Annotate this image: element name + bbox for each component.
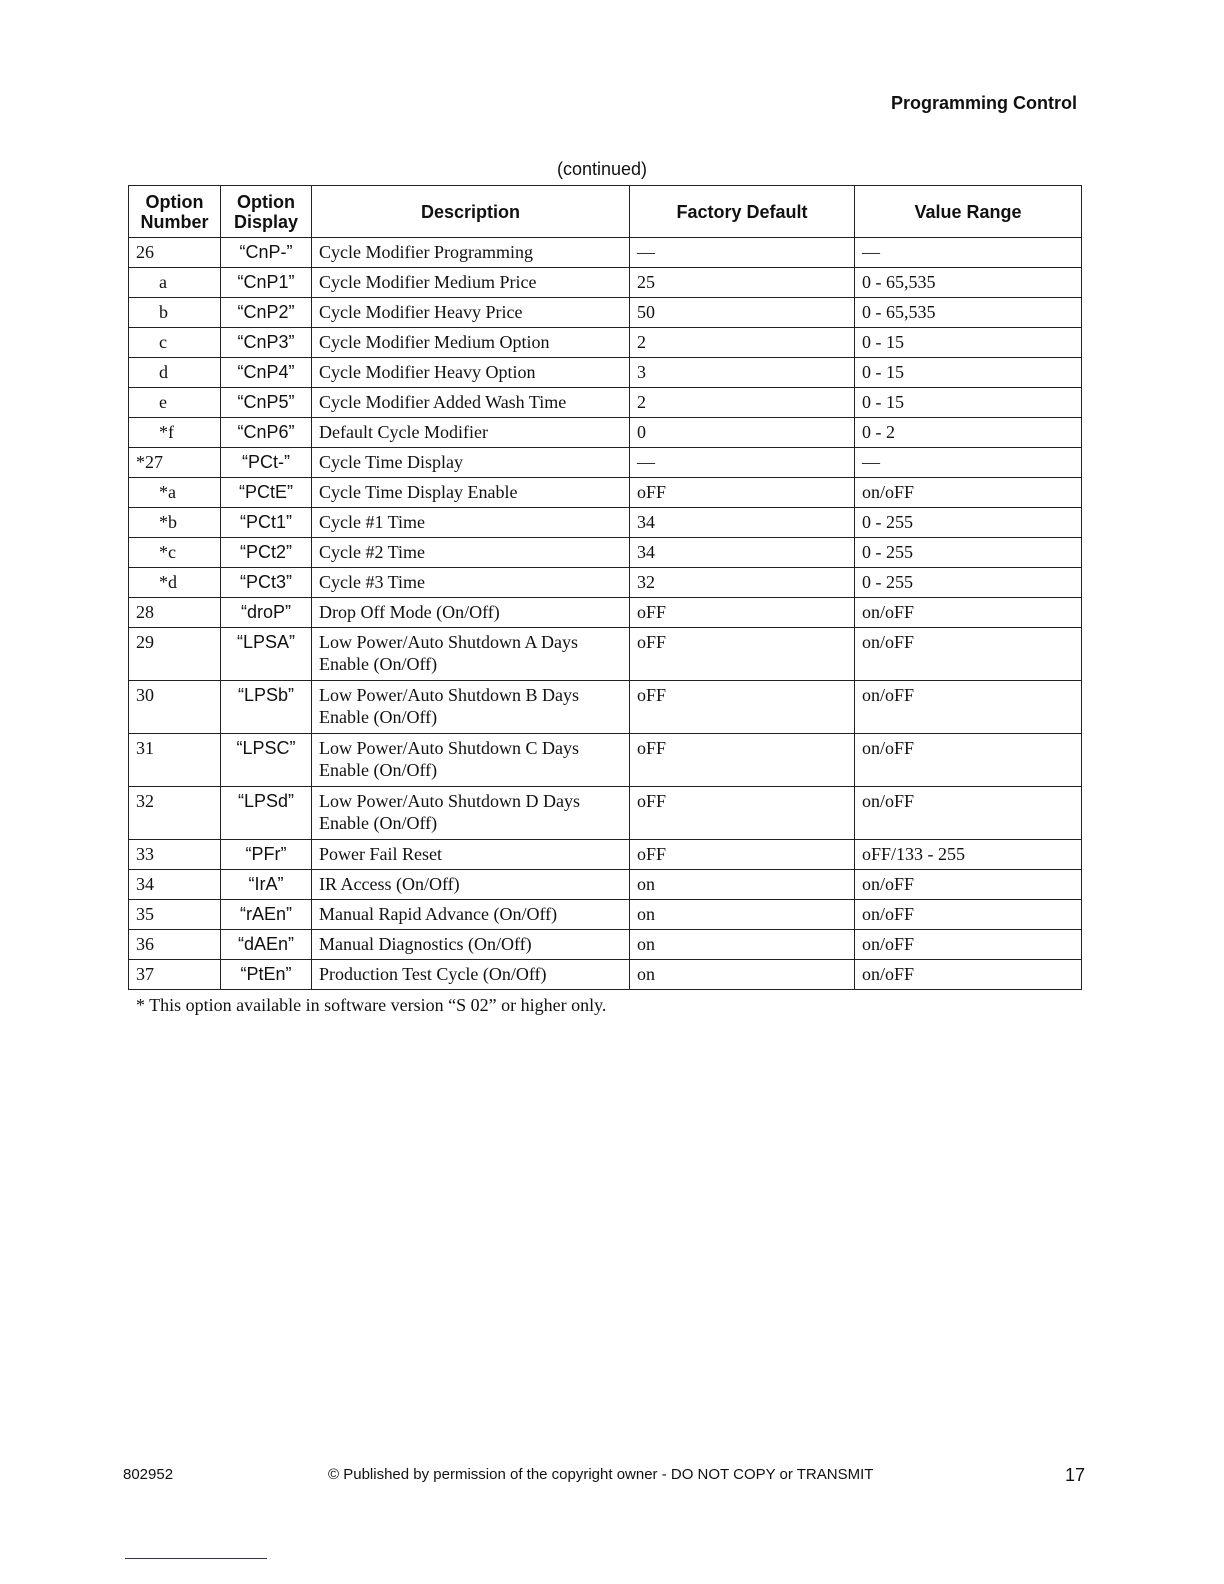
factory-default-cell: — xyxy=(630,448,855,478)
description-cell: Low Power/Auto Shutdown C Days Enable (On/Off) xyxy=(312,734,630,787)
option-number-cell: 36 xyxy=(129,930,221,960)
option-number-cell: *d xyxy=(129,568,221,598)
table-caption: (continued) xyxy=(556,159,648,179)
option-display-cell: “PCtE” xyxy=(221,478,312,508)
option-number-cell: 26 xyxy=(129,238,221,268)
option-display-cell: “PCt2” xyxy=(221,538,312,568)
option-display-cell: “rAEn” xyxy=(221,900,312,930)
description-cell: Production Test Cycle (On/Off) xyxy=(312,960,630,990)
value-range-cell: on/oFF xyxy=(855,628,1082,681)
option-display-cell: “CnP6” xyxy=(221,418,312,448)
factory-default-cell: 34 xyxy=(630,508,855,538)
table-row xyxy=(129,870,1082,900)
option-number-cell: 35 xyxy=(129,900,221,930)
table-row xyxy=(129,538,1082,568)
table-row xyxy=(129,388,1082,418)
value-range-cell: — xyxy=(855,448,1082,478)
option-number-cell: e xyxy=(129,388,221,418)
option-number-cell: 30 xyxy=(129,681,221,734)
description-cell: Power Fail Reset xyxy=(312,840,630,870)
table-header-row xyxy=(129,186,1082,238)
value-range-cell: 0 - 15 xyxy=(855,358,1082,388)
option-display-cell: “IrA” xyxy=(221,870,312,900)
description-cell: Cycle #1 Time xyxy=(312,508,630,538)
table-row xyxy=(129,681,1082,734)
description-cell: Cycle Modifier Heavy Option xyxy=(312,358,630,388)
factory-default-cell: 25 xyxy=(630,268,855,298)
col-header-value-range: Value Range xyxy=(855,186,1082,238)
option-display-cell: “CnP3” xyxy=(221,328,312,358)
value-range-cell: 0 - 15 xyxy=(855,328,1082,358)
factory-default-cell: 32 xyxy=(630,568,855,598)
factory-default-cell: oFF xyxy=(630,840,855,870)
value-range-cell: on/oFF xyxy=(855,478,1082,508)
option-display-cell: “PCt3” xyxy=(221,568,312,598)
option-number-cell: c xyxy=(129,328,221,358)
description-cell: Cycle Modifier Medium Option xyxy=(312,328,630,358)
option-display-cell: “CnP1” xyxy=(221,268,312,298)
description-cell: Cycle Modifier Heavy Price xyxy=(312,298,630,328)
factory-default-cell: 3 xyxy=(630,358,855,388)
table-row xyxy=(129,598,1082,628)
option-number-cell: 33 xyxy=(129,840,221,870)
description-cell: Cycle Modifier Programming xyxy=(312,238,630,268)
description-cell: Cycle Modifier Added Wash Time xyxy=(312,388,630,418)
option-number-cell: *b xyxy=(129,508,221,538)
factory-default-cell: on xyxy=(630,870,855,900)
description-cell: Low Power/Auto Shutdown B Days Enable (On/Off) xyxy=(312,681,630,734)
option-display-cell: “LPSb” xyxy=(221,681,312,734)
value-range-cell: 0 - 255 xyxy=(855,568,1082,598)
option-display-cell: “CnP2” xyxy=(221,298,312,328)
description-cell: Low Power/Auto Shutdown D Days Enable (On/Off) xyxy=(312,787,630,840)
option-number-cell: a xyxy=(129,268,221,298)
option-number-cell: b xyxy=(129,298,221,328)
option-number-cell: *27 xyxy=(129,448,221,478)
table-row xyxy=(129,448,1082,478)
factory-default-cell: 2 xyxy=(630,328,855,358)
option-display-cell: “LPSC” xyxy=(221,734,312,787)
table-row xyxy=(129,478,1082,508)
value-range-cell: — xyxy=(855,238,1082,268)
table-row xyxy=(129,358,1082,388)
value-range-cell: 0 - 65,535 xyxy=(855,268,1082,298)
col-header-option-number: Option Number xyxy=(129,186,221,238)
option-display-cell: “PFr” xyxy=(221,840,312,870)
footer-rule xyxy=(125,1558,267,1559)
option-number-cell: 29 xyxy=(129,628,221,681)
factory-default-cell: oFF xyxy=(630,681,855,734)
value-range-cell: 0 - 255 xyxy=(855,538,1082,568)
option-display-cell: “PCt-” xyxy=(221,448,312,478)
value-range-cell: 0 - 15 xyxy=(855,388,1082,418)
factory-default-cell: oFF xyxy=(630,734,855,787)
description-cell: Cycle Time Display Enable xyxy=(312,478,630,508)
table-row xyxy=(129,328,1082,358)
factory-default-cell: 50 xyxy=(630,298,855,328)
option-display-cell: “CnP4” xyxy=(221,358,312,388)
factory-default-cell: on xyxy=(630,960,855,990)
value-range-cell: 0 - 2 xyxy=(855,418,1082,448)
description-cell: Drop Off Mode (On/Off) xyxy=(312,598,630,628)
table-row xyxy=(129,238,1082,268)
table-row xyxy=(129,628,1082,681)
factory-default-cell: oFF xyxy=(630,598,855,628)
table-row xyxy=(129,787,1082,840)
option-display-cell: “dAEn” xyxy=(221,930,312,960)
table-row xyxy=(129,960,1082,990)
table-row xyxy=(129,508,1082,538)
factory-default-cell: 2 xyxy=(630,388,855,418)
col-header-option-display: Option Display xyxy=(221,186,312,238)
option-number-cell: *a xyxy=(129,478,221,508)
description-cell: Manual Diagnostics (On/Off) xyxy=(312,930,630,960)
description-cell: Manual Rapid Advance (On/Off) xyxy=(312,900,630,930)
table-row xyxy=(129,734,1082,787)
description-cell: Cycle Modifier Medium Price xyxy=(312,268,630,298)
value-range-cell: on/oFF xyxy=(855,681,1082,734)
option-number-cell: d xyxy=(129,358,221,388)
option-number-cell: 37 xyxy=(129,960,221,990)
factory-default-cell: 34 xyxy=(630,538,855,568)
table-section xyxy=(128,185,1081,1016)
option-display-cell: “CnP5” xyxy=(221,388,312,418)
value-range-cell: 0 - 65,535 xyxy=(855,298,1082,328)
value-range-cell: on/oFF xyxy=(855,900,1082,930)
description-cell: Cycle Time Display xyxy=(312,448,630,478)
page-number: 17 xyxy=(1064,1465,1085,1485)
factory-default-cell: on xyxy=(630,930,855,960)
copyright-notice: © Published by permission of the copyright owner - DO NOT COPY or TRANSMIT xyxy=(328,1466,874,1483)
factory-default-cell: 0 xyxy=(630,418,855,448)
option-number-cell: *f xyxy=(129,418,221,448)
option-number-cell: 32 xyxy=(129,787,221,840)
option-display-cell: “PtEn” xyxy=(221,960,312,990)
description-cell: Default Cycle Modifier xyxy=(312,418,630,448)
value-range-cell: 0 - 255 xyxy=(855,508,1082,538)
footnote: * This option available in software version “S 02” or higher only. xyxy=(136,995,607,1015)
value-range-cell: on/oFF xyxy=(855,930,1082,960)
factory-default-cell: — xyxy=(630,238,855,268)
doc-number: 802952 xyxy=(123,1466,174,1483)
option-display-cell: “droP” xyxy=(221,598,312,628)
option-display-cell: “PCt1” xyxy=(221,508,312,538)
factory-default-cell: oFF xyxy=(630,628,855,681)
factory-default-cell: oFF xyxy=(630,478,855,508)
value-range-cell: on/oFF xyxy=(855,870,1082,900)
option-display-cell: “CnP-” xyxy=(221,238,312,268)
table-row xyxy=(129,840,1082,870)
value-range-cell: on/oFF xyxy=(855,787,1082,840)
factory-default-cell: oFF xyxy=(630,787,855,840)
option-number-cell: 31 xyxy=(129,734,221,787)
table-row xyxy=(129,900,1082,930)
description-cell: IR Access (On/Off) xyxy=(312,870,630,900)
value-range-cell: on/oFF xyxy=(855,960,1082,990)
value-range-cell: on/oFF xyxy=(855,598,1082,628)
option-number-cell: 34 xyxy=(129,870,221,900)
section-title: Programming Control xyxy=(890,93,1077,113)
options-table xyxy=(128,185,1082,990)
col-header-factory-default: Factory Default xyxy=(630,186,855,238)
table-row xyxy=(129,568,1082,598)
option-display-cell: “LPSd” xyxy=(221,787,312,840)
description-cell: Low Power/Auto Shutdown A Days Enable (On/Off) xyxy=(312,628,630,681)
option-number-cell: 28 xyxy=(129,598,221,628)
table-row xyxy=(129,930,1082,960)
table-row xyxy=(129,418,1082,448)
table-row xyxy=(129,298,1082,328)
description-cell: Cycle #2 Time xyxy=(312,538,630,568)
option-number-cell: *c xyxy=(129,538,221,568)
table-row xyxy=(129,268,1082,298)
description-cell: Cycle #3 Time xyxy=(312,568,630,598)
factory-default-cell: on xyxy=(630,900,855,930)
value-range-cell: on/oFF xyxy=(855,734,1082,787)
option-display-cell: “LPSA” xyxy=(221,628,312,681)
col-header-description: Description xyxy=(312,186,630,238)
value-range-cell: oFF/133 - 255 xyxy=(855,840,1082,870)
